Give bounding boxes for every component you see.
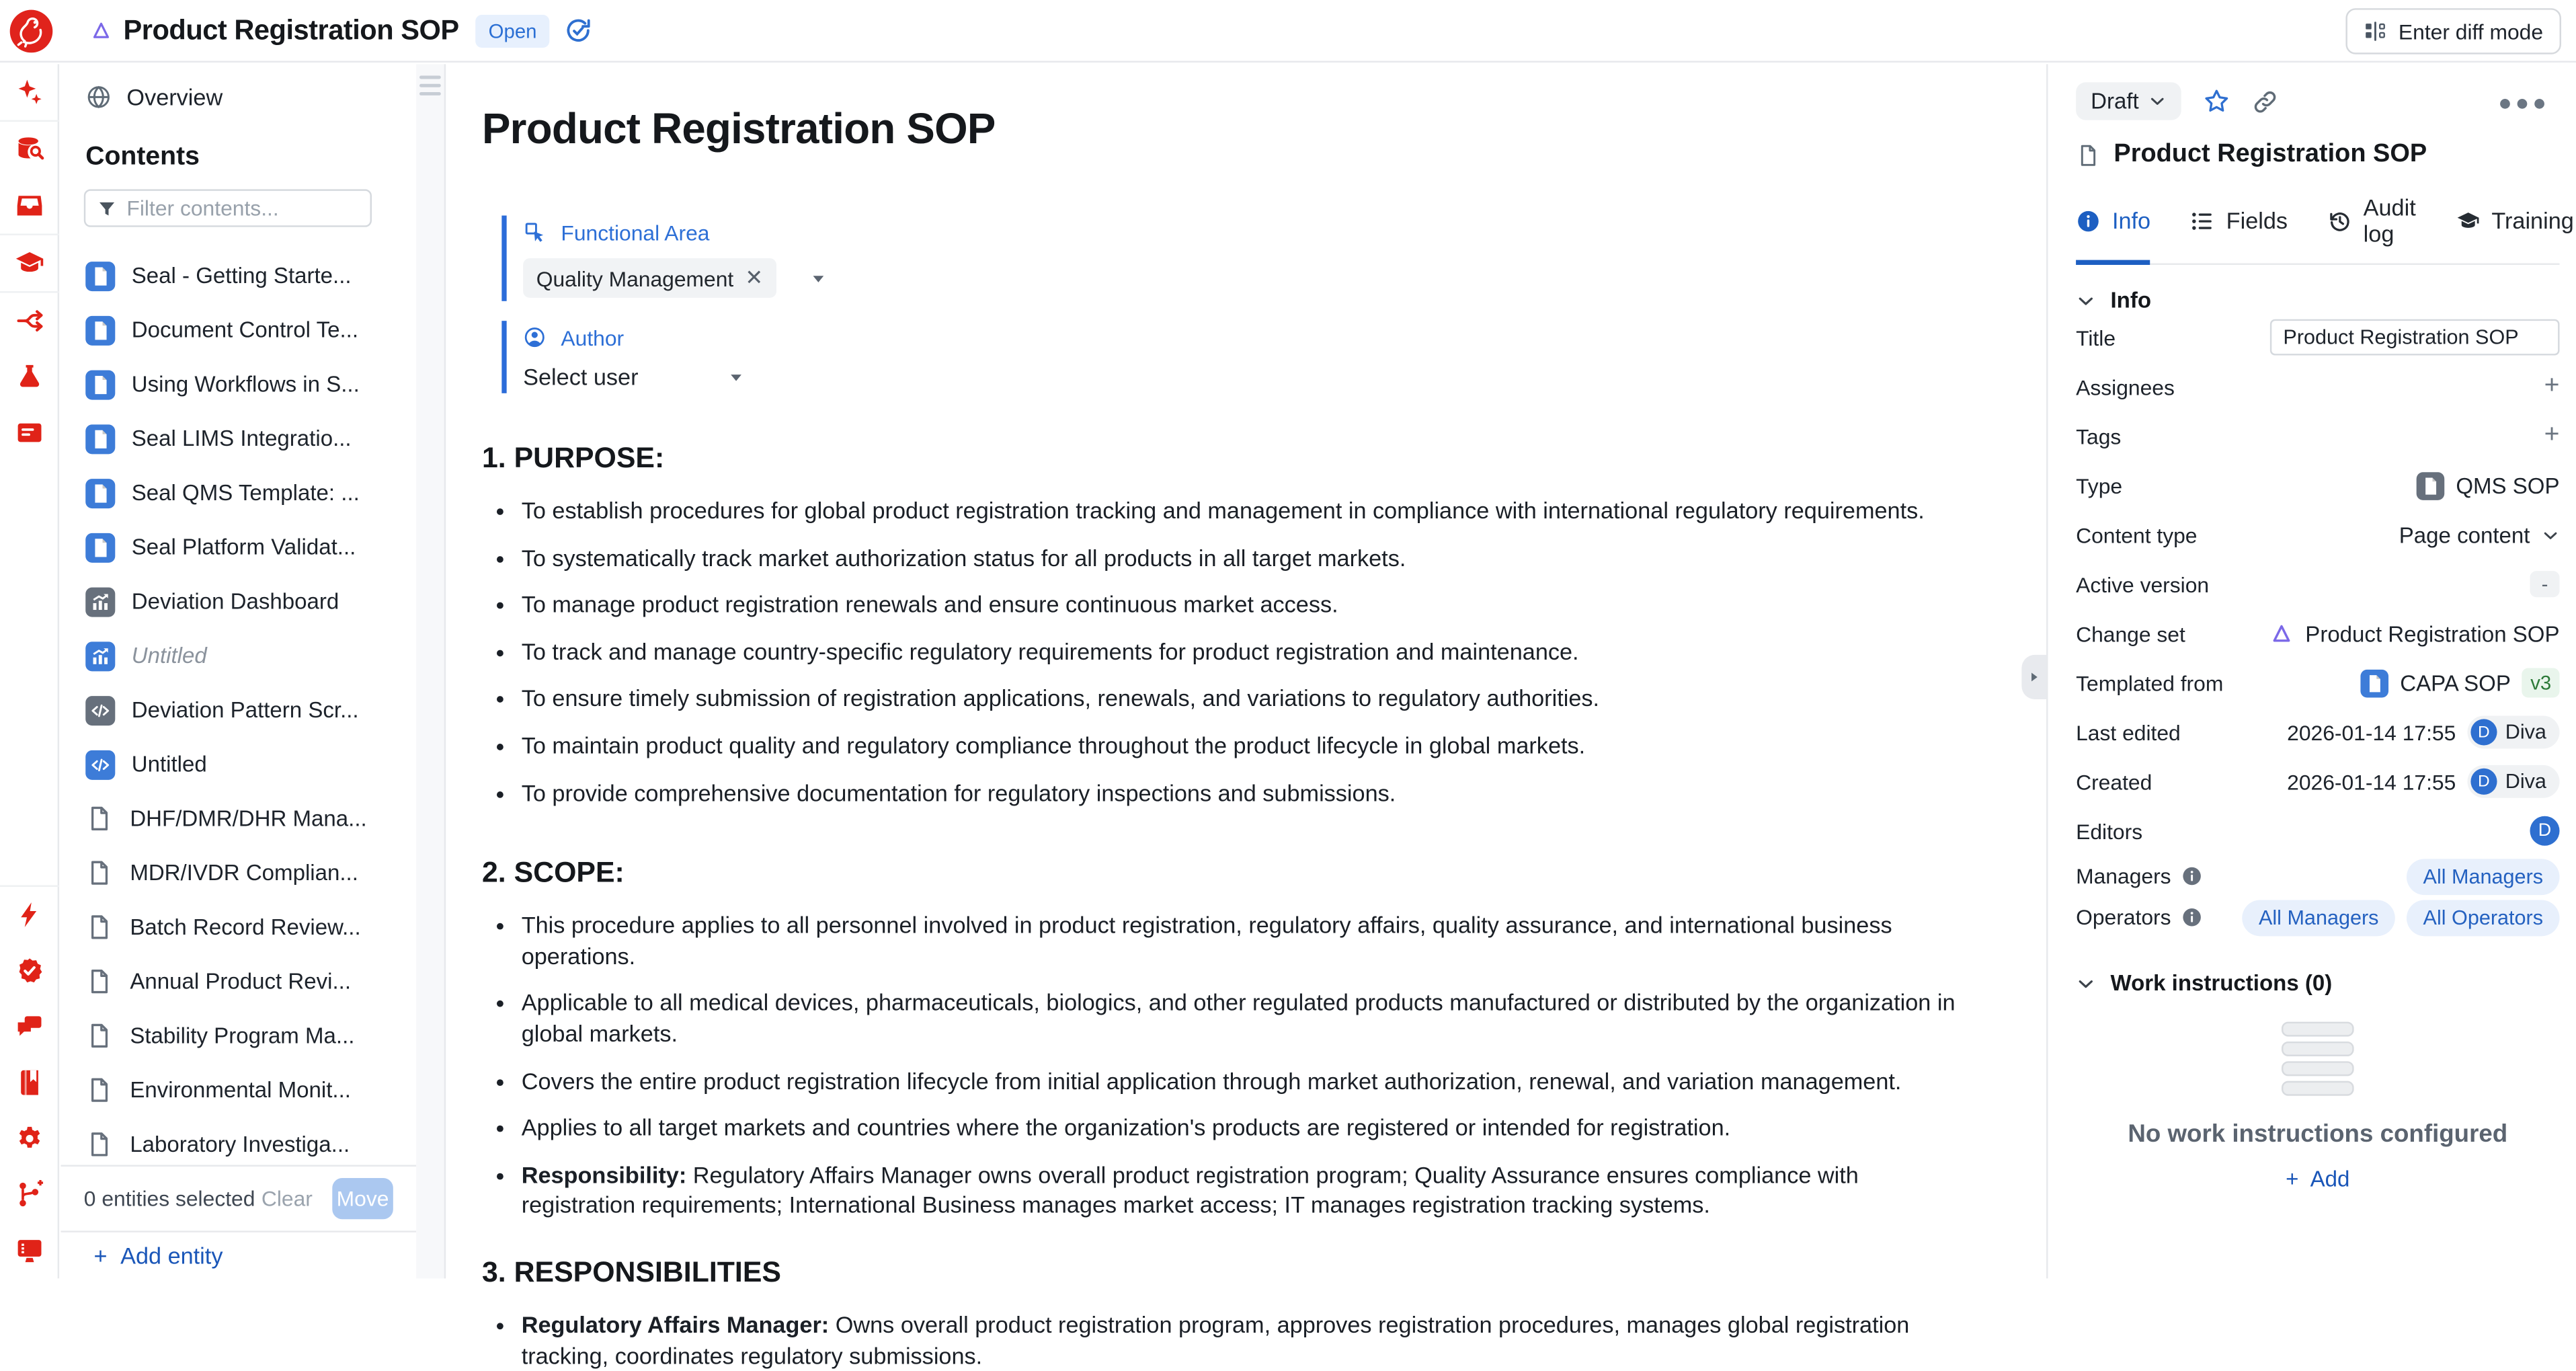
field-row-content-type: Content type Page content	[2076, 510, 2559, 559]
capa-sop-doc-icon	[2361, 669, 2389, 697]
add-work-instruction-button[interactable]: + Add	[2286, 1166, 2350, 1191]
filter-contents-box[interactable]	[84, 189, 372, 227]
chevron-down-icon	[2076, 290, 2095, 310]
plus-icon: +	[93, 1242, 108, 1269]
tab-info[interactable]: Info	[2076, 194, 2150, 265]
field-select-icon	[523, 221, 546, 243]
card-icon[interactable]	[14, 418, 44, 448]
collapse-sidebar-icon[interactable]	[419, 76, 441, 95]
document-body	[482, 439, 1979, 1370]
list-item[interactable]	[61, 1009, 417, 1063]
document-icon	[2076, 143, 2101, 167]
section-heading: 3. RESPONSIBILITIES	[481, 1255, 781, 1288]
chevron-down-icon	[2542, 526, 2560, 544]
move-button[interactable]: Move	[332, 1178, 393, 1219]
gear-icon[interactable]	[14, 1124, 44, 1153]
favorite-star-icon[interactable]	[2203, 87, 2231, 116]
author-field	[501, 321, 1978, 393]
graduation-cap-icon[interactable]	[14, 248, 44, 278]
change-set-triangle-icon	[91, 19, 112, 41]
sparkles-icon[interactable]	[14, 77, 44, 107]
work-instructions-toggle[interactable]: Work instructions (0)	[2076, 971, 2559, 996]
git-branch-icon[interactable]	[14, 1179, 44, 1209]
list-item-label: Batch Record Review...	[130, 914, 361, 940]
doc-icon	[85, 315, 115, 345]
list-item[interactable]	[61, 520, 417, 574]
list-item[interactable]	[61, 629, 417, 683]
chevron-right-icon	[2027, 670, 2042, 684]
database-search-icon[interactable]	[14, 135, 44, 165]
tab-audit-log[interactable]: Audit log	[2327, 194, 2416, 265]
list-item-label: Annual Product Revi...	[130, 969, 352, 994]
list-item-label: Document Control Te...	[131, 317, 359, 342]
doc-icon	[85, 369, 115, 399]
status-badge: Open	[475, 14, 550, 47]
chat-icon[interactable]	[14, 1012, 44, 1042]
section-heading: 2. SCOPE:	[481, 855, 625, 889]
list-item-label: Seal LIMS Integratio...	[131, 426, 352, 451]
field-row-created: Created 2026-01-14 17:55 D Diva	[2076, 757, 2559, 806]
select-user-dropdown[interactable]: Select user	[523, 363, 639, 390]
list-item-label: Laboratory Investiga...	[130, 1132, 350, 1157]
list-item-label: Deviation Dashboard	[131, 589, 339, 614]
top-bar	[0, 0, 2576, 63]
author-dropdown-icon[interactable]	[727, 368, 746, 386]
icon-rail	[0, 64, 59, 1278]
field-row-last-edited: Last edited 2026-01-14 17:55 D Diva	[2076, 707, 2559, 756]
field-row-active-version: Active version -	[2076, 559, 2559, 609]
contents-heading: Contents	[85, 143, 200, 171]
status-dropdown[interactable]: Draft	[2076, 82, 2181, 120]
list-icon	[2190, 208, 2215, 233]
bullet-item: • To establish procedures for global product registration tracking and management in compliance with international regulatory requirements.	[522, 496, 1979, 526]
document-icon	[85, 859, 114, 887]
bullet-item: • To maintain product quality and regulatory compliance throughout the product lifecycle in global markets.	[522, 730, 1979, 760]
chevron-down-icon	[2148, 92, 2167, 110]
code-icon	[85, 695, 115, 725]
contents-sidebar	[61, 64, 417, 1278]
flask-icon[interactable]	[14, 362, 44, 391]
field-row-type: Type QMS SOP	[2076, 461, 2559, 510]
bullet-item: • To ensure timely submission of registration applications, renewals, and variations to regulatory authorities.	[522, 683, 1979, 713]
list-item[interactable]	[61, 248, 417, 303]
field-row-operators: Operators All Managers All Operators	[2076, 897, 2559, 938]
document-icon	[85, 1076, 114, 1104]
bullet-item: • To systematically track market authorization status for all products in all target markets.	[522, 543, 1979, 573]
title-input[interactable]	[2270, 319, 2560, 356]
lightning-icon[interactable]	[14, 900, 44, 930]
qms-sop-doc-icon	[2417, 471, 2445, 500]
sidebar-item-overview[interactable]	[61, 64, 417, 110]
globe-icon	[85, 84, 112, 110]
document-icon	[85, 968, 114, 996]
functional-area-tag[interactable]: Quality Management ✕	[523, 258, 776, 298]
list-item-label: Untitled	[131, 643, 207, 668]
functional-area-dropdown-icon[interactable]	[809, 269, 828, 287]
templated-from-link[interactable]: CAPA SOP v3	[2361, 668, 2560, 697]
bullet-item: • Applicable to all medical devices, pharmaceuticals, biologics, and other regulated products manufactured or distributed by the organization in global markets.	[522, 988, 1979, 1049]
chevron-down-icon	[2076, 973, 2095, 992]
info-section-toggle[interactable]: Info	[2076, 288, 2559, 313]
doc-icon	[85, 478, 115, 508]
badge-check-icon[interactable]	[14, 956, 44, 986]
user-pill[interactable]: D Diva	[2467, 765, 2559, 798]
section-heading: 1. PURPOSE:	[481, 440, 665, 474]
doc-icon	[85, 424, 115, 453]
details-panel	[2046, 64, 2576, 1278]
overview-label: Overview	[126, 83, 223, 110]
list-item[interactable]	[61, 1063, 417, 1118]
list-item[interactable]	[61, 303, 417, 357]
user-icon	[523, 326, 546, 349]
seal-logo-icon	[8, 7, 54, 54]
book-icon[interactable]	[14, 1068, 44, 1097]
enter-diff-mode-button[interactable]: Enter diff mode	[2346, 8, 2561, 54]
tab-fields[interactable]: Fields	[2190, 194, 2288, 265]
field-row-change-set: Change set Product Registration SOP	[2076, 621, 2560, 646]
info-icon	[2181, 906, 2202, 928]
field-row-title: Title Product Registration SOP	[2076, 313, 2559, 362]
collapse-panel-handle[interactable]	[2021, 655, 2046, 699]
list-item-label: Deviation Pattern Scr...	[131, 697, 359, 723]
bullet-item: • Covers the entire product registration lifecycle from initial application through market authorization, renewal, and variation management.	[522, 1066, 1979, 1096]
monitor-icon[interactable]	[14, 1236, 44, 1265]
sidebar-gutter	[416, 64, 446, 1278]
diff-icon	[2364, 19, 2387, 42]
remove-tag-icon[interactable]: ✕	[745, 264, 764, 290]
change-set-triangle-icon	[2271, 622, 2294, 645]
doc-icon	[85, 533, 115, 562]
grad-cap-dark-icon	[2455, 208, 2480, 233]
document-icon	[85, 805, 114, 833]
plus-icon: +	[2286, 1166, 2299, 1191]
avatar: D	[2470, 719, 2497, 745]
history-icon	[2327, 208, 2352, 233]
more-options-icon[interactable]: ●●●	[2498, 87, 2550, 115]
document-icon	[85, 1130, 114, 1159]
info-icon	[2076, 208, 2101, 233]
bullet-item: • Responsibility: Regulatory Affairs Manager owns overall product registration program; Quality Assurance ensures compliance with registration requirements; International Business manages market access; IT manages registration tracking systems.	[522, 1159, 1979, 1220]
list-item[interactable]	[61, 1118, 417, 1172]
field-row-assignees: Assignees +	[2076, 372, 2560, 400]
list-item[interactable]	[61, 574, 417, 629]
list-item-label: Untitled	[131, 752, 207, 777]
active-version-value: -	[2530, 571, 2559, 597]
list-item[interactable]	[61, 737, 417, 791]
list-item[interactable]	[61, 683, 417, 738]
info-icon	[2181, 865, 2202, 887]
page-title: Product Registration SOP	[123, 13, 459, 46]
chart-icon	[85, 641, 115, 670]
bullet-item: • Regulatory Affairs Manager: Owns overall product registration program, approves registration procedures, manages global registration tracking, coordinates regulatory submissions.	[522, 1310, 1979, 1371]
bullet-item: • Applies to all target markets and countries where the organization's products are registered or intended for registration.	[522, 1112, 1979, 1142]
list-item-label: Using Workflows in S...	[131, 372, 360, 397]
author-label: Author	[561, 325, 625, 350]
bullet-item: • To manage product registration renewals and ensure continuous market access.	[522, 589, 1979, 619]
list-item[interactable]	[61, 412, 417, 466]
document-title: Product Registration SOP	[481, 104, 996, 153]
sidebar-footer	[61, 1165, 417, 1278]
clear-selection-button[interactable]: Clear	[261, 1186, 313, 1211]
list-item[interactable]	[61, 357, 417, 412]
user-pill[interactable]: D Diva	[2467, 715, 2559, 748]
list-item-label: Seal - Getting Starte...	[131, 263, 352, 288]
bullet-item: • To track and manage country-specific regulatory requirements for product registration and maintenance.	[522, 636, 1979, 666]
chart-icon	[85, 586, 115, 616]
list-item-label: Seal Platform Validat...	[131, 535, 356, 559]
inbox-icon[interactable]	[14, 191, 44, 221]
filter-contents-input[interactable]	[126, 196, 358, 221]
avatar: D	[2470, 769, 2497, 795]
share-icon[interactable]	[14, 306, 44, 336]
add-tag-icon[interactable]: +	[2544, 421, 2560, 450]
add-entity-button[interactable]: + Add entity	[93, 1242, 223, 1269]
functional-area-label: Functional Area	[561, 219, 710, 245]
version-badge: v3	[2522, 668, 2560, 697]
sync-check-icon	[565, 16, 593, 44]
list-item[interactable]	[61, 954, 417, 1009]
field-row-tags: Tags +	[2076, 421, 2560, 450]
contents-list	[61, 248, 417, 1171]
copy-link-icon[interactable]	[2253, 88, 2279, 114]
content-type-dropdown[interactable]: Page content	[2399, 522, 2560, 547]
list-item[interactable]	[61, 900, 417, 955]
list-item[interactable]	[61, 846, 417, 900]
field-row-templated-from: Templated from CAPA SOP v3	[2076, 658, 2559, 707]
avatar[interactable]: D	[2530, 816, 2559, 846]
list-item-label: MDR/IVDR Complian...	[130, 860, 358, 886]
add-assignee-icon[interactable]: +	[2544, 372, 2560, 400]
panel-tabs	[2076, 194, 2574, 265]
document-editor	[448, 64, 2045, 1368]
bullet-item: • To provide comprehensive documentation for regulatory inspections and submissions.	[522, 777, 1979, 808]
code-icon	[85, 750, 115, 779]
list-item-label: DHF/DMR/DHR Mana...	[130, 806, 367, 831]
doc-icon	[85, 261, 115, 290]
list-item-label: Stability Program Ma...	[130, 1023, 355, 1048]
work-instructions-empty-text: No work instructions configured	[2128, 1120, 2508, 1149]
work-instructions-placeholder	[2282, 1022, 2354, 1096]
permission-pill[interactable]: All Operators	[2407, 899, 2559, 935]
panel-title: Product Registration SOP	[2114, 139, 2427, 168]
list-item[interactable]	[61, 466, 417, 520]
permission-pill[interactable]: All Managers	[2242, 899, 2394, 935]
funnel-icon	[97, 198, 116, 218]
field-row-managers: Managers All Managers	[2076, 855, 2559, 896]
tab-training[interactable]: Training	[2455, 194, 2573, 265]
field-row-editors: Editors D	[2076, 806, 2559, 855]
document-icon	[85, 913, 114, 941]
list-item-label: Seal QMS Template: ...	[131, 480, 360, 506]
selection-count: 0 entities selected	[83, 1186, 255, 1211]
permission-pill[interactable]: All Managers	[2407, 858, 2559, 894]
change-set-link[interactable]: Product Registration SOP	[2271, 621, 2560, 646]
document-icon	[85, 1022, 114, 1050]
bullet-item: • This procedure applies to all personnel involved in product registration, regulatory affairs, quality assurance, and international business operations.	[522, 910, 1979, 972]
list-item[interactable]	[61, 791, 417, 846]
functional-area-field	[501, 216, 1978, 301]
list-item-label: Environmental Monit...	[130, 1077, 351, 1103]
